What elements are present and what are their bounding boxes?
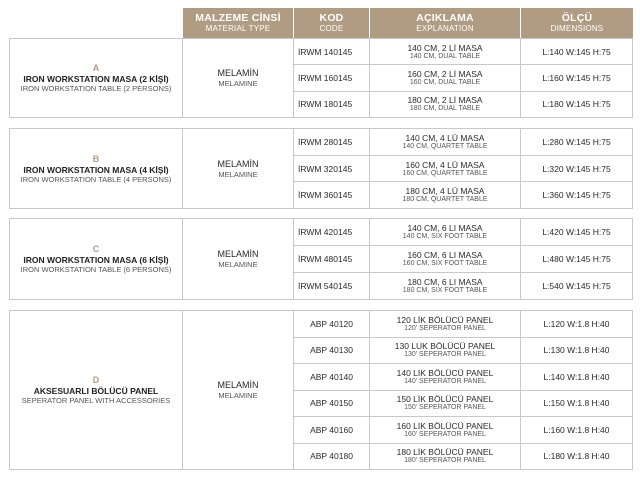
row-explanation-en: 160 CM, SIX FOOT TABLE [402,260,488,267]
table-row [294,129,632,156]
header-dimensions-tr: ÖLÇÜ [561,12,593,24]
row-code: ABP 40120 [294,311,370,337]
row-explanation [370,182,521,208]
group-rows [294,39,632,117]
row-explanation [370,219,521,245]
row-dimensions: L:160 W:1.8 H:40 [543,424,610,435]
material-tr: MELAMİN [217,249,259,259]
row-dimensions: L:360 W:145 H:75 [542,190,611,201]
table-row [294,39,632,65]
group-letter: A [92,63,100,73]
header-code [294,8,370,38]
table-row [294,444,632,470]
group-material [183,129,294,208]
group-title [10,129,183,208]
table-row [294,92,632,117]
row-explanation-tr: 160 LİK BÖLÜCÜ PANEL [396,420,494,431]
row-explanation-tr: 150 LİK BÖLÜCÜ PANEL [396,394,494,405]
row-explanation-en: 140 CM, DUAL TABLE [409,52,481,60]
row-explanation [370,273,521,299]
row-explanation-en: 150' SEPERATOR PANEL [404,404,486,412]
header-explanation-en: EXPLANATION [416,24,474,33]
row-code: ABP 40150 [294,391,370,417]
row-code: İRWM 280145 [294,129,370,155]
row-explanation [370,156,521,182]
row-explanation-tr: 180 CM, 6 LI MASA [407,277,483,287]
group-name-en: SEPERATOR PANEL WITH ACCESSORIES [21,396,171,405]
row-dimensions: L:480 W:145 H:75 [542,254,611,264]
header-code-tr: KOD [319,12,344,24]
group-letter: C [92,244,100,254]
row-explanation-en: 180' SEPERATOR PANEL [404,457,486,465]
table-row [294,273,632,299]
row-explanation-tr: 160 CM, 2 Lİ MASA [407,68,483,79]
row-dimensions: L:320 W:145 H:75 [542,163,611,174]
row-explanation [370,92,521,117]
product-group-c [9,218,633,300]
row-explanation-tr: 130 LUK BÖLÜCÜ PANEL [394,341,496,352]
row-explanation-tr: 180 LİK BÖLÜCÜ PANEL [396,447,494,458]
row-explanation-tr: 180 CM, 4 LÜ MASA [405,186,485,197]
row-explanation [370,39,521,64]
row-explanation-en: 130' SEPERATOR PANEL [404,351,486,359]
row-dimensions: L:540 W:145 H:75 [542,281,611,291]
group-rows [294,311,632,469]
row-code: İRWM 540145 [294,273,370,299]
row-code: ABP 40180 [294,444,370,470]
header-code-en: CODE [319,24,344,33]
table-row [294,246,632,273]
row-code: İRWM 160145 [294,65,370,90]
header-material-tr: MALZEME CİNSİ [195,12,281,24]
row-explanation-tr: 140 CM, 6 LI MASA [407,223,483,233]
row-explanation [370,391,521,417]
group-name: IRON WORKSTATION MASA (4 KİŞİ) [23,164,169,175]
row-dimensions: L:120 W:1.8 H:40 [543,318,610,329]
table-row [294,156,632,183]
row-explanation-en: 120' SEPERATOR PANEL [404,324,486,332]
group-name-en: IRON WORKSTATION TABLE (4 PERSONS) [20,174,172,184]
group-material [183,219,294,299]
row-explanation [370,129,521,155]
row-explanation [370,444,521,470]
material-en: MELAMINE [218,79,258,88]
header-dimensions [521,8,633,38]
group-name: IRON WORKSTATION MASA (6 KİŞİ) [23,255,169,265]
row-explanation-en: 180 CM, DUAL TABLE [409,105,481,113]
table-row [294,65,632,91]
row-explanation-en: 160 CM, QUARTET TABLE [402,169,488,177]
row-explanation [370,65,521,90]
row-explanation-tr: 140 CM, 2 Lİ MASA [407,42,483,53]
row-explanation-en: 160 CM, DUAL TABLE [409,78,481,86]
row-explanation [370,364,521,390]
table-row [294,417,632,444]
table-row [294,182,632,208]
row-explanation-en: 180 CM, QUARTET TABLE [402,196,488,204]
material-tr: MELAMİN [217,68,259,78]
group-title [10,219,183,299]
product-group-a [9,38,633,118]
row-explanation-en: 140 CM, QUARTET TABLE [402,142,488,150]
row-explanation-en: 160' SEPERATOR PANEL [404,430,486,438]
row-explanation-en: 140 CM, SIX FOOT TABLE [402,233,488,240]
row-dimensions: L:130 W:1.8 H:40 [543,345,610,356]
group-letter: B [92,153,100,164]
group-name-en: IRON WORKSTATION TABLE (6 PERSONS) [20,265,172,274]
row-code: ABP 40140 [294,364,370,390]
row-code: İRWM 140145 [294,39,370,64]
group-name-en: IRON WORKSTATION TABLE (2 PERSONS) [20,84,172,93]
row-explanation-tr: 140 LIK BÖLÜCÜ PANEL [396,367,494,378]
row-code: İRWM 480145 [294,246,370,272]
product-group-d [9,310,633,470]
row-explanation-tr: 180 CM, 2 Lİ MASA [407,95,483,106]
header-explanation [370,8,521,38]
table-row [294,364,632,391]
row-explanation-en: 140' SEPERATOR PANEL [404,377,486,385]
table-header [183,8,633,38]
group-name: IRON WORKSTATION MASA (2 KİŞİ) [23,74,169,84]
row-dimensions: L:150 W:1.8 H:40 [543,398,610,409]
header-dimensions-en: DIMENSIONS [550,24,604,33]
table-row [294,311,632,338]
table-row [294,391,632,418]
row-explanation [370,311,521,337]
group-name: AKSESUARLI BÖLÜCÜ PANEL [33,386,159,396]
group-rows [294,219,632,299]
row-explanation [370,338,521,364]
row-code: İRWM 420145 [294,219,370,245]
row-dimensions: L:180 W:1.8 H:40 [543,451,610,462]
row-explanation-tr: 120 LİK BÖLÜCÜ PANEL [396,314,494,325]
row-explanation-en: 180 CM, SIX FOOT TABLE [402,287,488,294]
row-code: ABP 40130 [294,338,370,364]
row-code: İRWM 320145 [294,156,370,182]
header-explanation-tr: AÇIKLAMA [416,12,474,24]
group-material [183,39,294,117]
material-tr: MELAMİN [217,380,259,390]
table-row [294,338,632,365]
group-title [10,311,183,469]
group-title [10,39,183,117]
row-dimensions: L:140 W:145 H:75 [542,46,611,57]
row-explanation-tr: 140 CM, 4 LÜ MASA [405,132,485,143]
group-material [183,311,294,469]
row-code: İRWM 360145 [294,182,370,208]
row-explanation-tr: 160 CM, 4 LÜ MASA [405,159,485,170]
material-en: MELAMINE [218,260,258,269]
row-explanation [370,246,521,272]
header-material [183,8,294,38]
material-tr: MELAMİN [217,158,259,169]
row-dimensions: L:140 W:1.8 H:40 [543,371,610,382]
row-dimensions: L:280 W:145 H:75 [542,136,611,147]
row-dimensions: L:180 W:145 H:75 [542,99,611,110]
group-rows [294,129,632,208]
table-row [294,219,632,246]
row-explanation-tr: 160 CM, 6 LI MASA [407,250,483,260]
row-dimensions: L:420 W:145 H:75 [542,227,611,237]
group-letter: D [92,375,100,385]
header-material-en: MATERIAL TYPE [205,24,271,33]
material-en: MELAMINE [218,169,258,179]
row-code: İRWM 180145 [294,92,370,117]
row-dimensions: L:160 W:145 H:75 [542,72,611,83]
material-en: MELAMINE [218,391,258,400]
row-code: ABP 40160 [294,417,370,443]
product-group-b [9,128,633,209]
row-explanation [370,417,521,443]
